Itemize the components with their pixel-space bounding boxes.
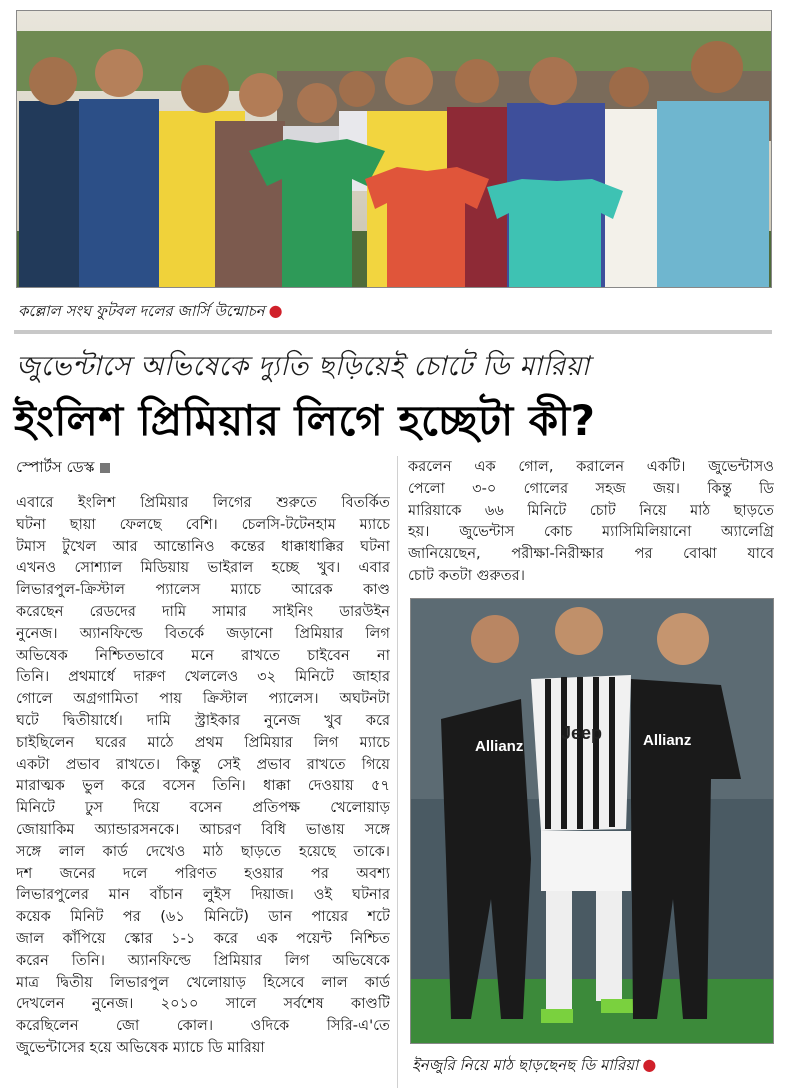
body-line: করেছেন রেডদের দামি সামার সাইনিং ডারউইন [16, 602, 390, 620]
byline-text: স্পোর্টস ডেস্ক [16, 458, 95, 476]
body-line: নুনেজ। অ্যানফিল্ডে বিতর্কে জড়ানো প্রিমিয়ার লিগ [16, 624, 390, 642]
article-kicker: জুভেন্টাসে অভিষেকে দ্যুতি ছড়িয়েই চোটে ডি মারিয়া [16, 351, 590, 382]
sponsor-left: Allianz [475, 738, 524, 755]
body-line: এখনও সোশ্যাল মিডিয়ায় ভাইরাল হচ্ছে খুব। এবার [16, 559, 390, 577]
body-line: লিভারপুল-ক্রিস্টাল প্যালেস ম্যাচে আরেক কাণ্ড [16, 581, 390, 599]
body-line: দশ জনের দলে পরিণত হওয়ার পর অবশ্য [16, 864, 390, 882]
body-line: মারাত্মক ভুল করে বসেন তিনি। ধাক্কা দেওয়ায় ৫৭ [16, 777, 390, 795]
body-line: হয়। জুভেন্টাস কোচ ম্যাসিমিলিয়ানো অ্যালেগ্রি [408, 523, 774, 541]
body-line: লিভারপুলের মান বাঁচান লুইস দিয়াজ। ওই ঘটনার [16, 886, 390, 904]
article-headline: ইংলিশ প্রিমিয়ার লিগে হচ্ছেটা কী? [14, 396, 596, 445]
body-line: টমাস টুখেল আর আন্তোনিও কন্তের ধাক্কাধাক্কির ঘটনা [16, 537, 390, 555]
jersey-launch-photo [16, 10, 772, 288]
body-line: করেছিলেন জো কোল। ওদিকে সিরি-এ'তে [16, 1017, 390, 1035]
caption-bullet-icon: ● [268, 301, 283, 320]
sponsor-right: Allianz [643, 732, 692, 749]
body-line: তিনি। প্রথমার্ধে দারুণ খেললেও ৩২ মিনিটে জাহার [16, 668, 390, 686]
body-line: কয়েক মিনিট পর (৬১ মিনিটে) ডান পায়ের শটে [16, 908, 390, 926]
di-maria-injury-photo [410, 598, 774, 1044]
body-line: ঘটনা ছায়া ফেলছে বেশি। চেলসি-টটেনহাম ম্যাচে [16, 515, 390, 533]
body-line: গোলে অগ্রগামিতা পায় ক্রিস্টাল প্যালেস। অঘটনটা [16, 690, 390, 708]
body-line: জানিয়েছেন, পরীক্ষা-নিরীক্ষার পর বোঝা যাবে [408, 545, 774, 563]
body-line: চাইছিলেন ঘরের মাঠে প্রথম প্রিমিয়ার লিগ ম্যাচে [16, 733, 390, 751]
body-line: জুভেন্টাসের হয়ে অভিষেক ম্যাচে ডি মারিয়া [16, 1038, 265, 1056]
body-line: জাল কাঁপিয়ে স্কোর ১-১ করে এক পয়েন্ট নিশ্চিত [16, 929, 390, 947]
side-photo-caption-text: ইনজুরি নিয়ে মাঠ ছাড়ছেনছ ডি মারিয়া [412, 1056, 639, 1074]
body-line: অভিষেক নিশ্চিতভাবে মনে রাখতে চাইবেন না [16, 646, 390, 664]
body-line: করলেন এক গোল, করালেন একটি। জুভেন্টাসও [408, 458, 774, 475]
sponsor-center: Jeep [561, 723, 603, 743]
body-line: ঘটে দ্বিতীয়ার্ধে। দামি স্ট্রাইকার নুনেজ খুব করে [16, 711, 390, 729]
section-divider [14, 330, 772, 334]
body-line: মারিয়াকে ৬৬ মিনিটে চোট নিয়ে মাঠ ছাড়তে [408, 501, 774, 519]
body-line: চোট কতটা গুরুতর। [408, 566, 525, 584]
di-maria-injury-illustration [411, 599, 773, 1043]
body-line: এবারে ইংলিশ প্রিমিয়ার লিগের শুরুতে বিতর্কিত [16, 494, 390, 511]
jersey-launch-illustration [17, 11, 771, 287]
top-photo-caption-text: কল্লোল সংঘ ফুটবল দলের জার্সি উন্মোচন [18, 302, 265, 320]
body-line: মাত্র দ্বিতীয় লিভারপুল খেলোয়াড় হিসেবে লাল কার্ড [16, 973, 390, 991]
side-photo-caption [412, 1054, 656, 1079]
body-line: দেখলেন নুনেজ। ২০১০ সালে সর্বশেষ কাণ্ডটি [16, 995, 390, 1013]
column-divider [397, 456, 398, 1088]
body-line: মিনিটে ঢুস দিয়ে বসেন প্রতিপক্ষ খেলোয়াড় [16, 799, 390, 817]
body-line: পেলো ৩-০ গোলের সহজ জয়। কিন্তু ডি [408, 479, 774, 497]
body-line: করেন তিনি। অ্যানফিল্ডে প্রিমিয়ার লিগ অভিষেকে [16, 951, 390, 969]
article-body-right [408, 456, 774, 587]
body-line: জোয়াকিম অ্যান্ডারসনকে। আচরণ বিধি ভাঙায় সঙ্গে [16, 820, 390, 838]
byline-square-icon [100, 463, 110, 473]
top-photo-caption [18, 300, 283, 325]
body-line: সঙ্গে লাল কার্ড দেখেও মাঠ ছাড়তে হয়েছে তাকে। [16, 842, 390, 860]
body-line: একটা প্রভাব রাখতে। কিন্তু সেই প্রভাব রাখতে গিয়ে [16, 755, 390, 773]
article-byline [16, 456, 110, 481]
caption-bullet-icon: ● [642, 1055, 657, 1074]
article-body-left [16, 492, 390, 1059]
